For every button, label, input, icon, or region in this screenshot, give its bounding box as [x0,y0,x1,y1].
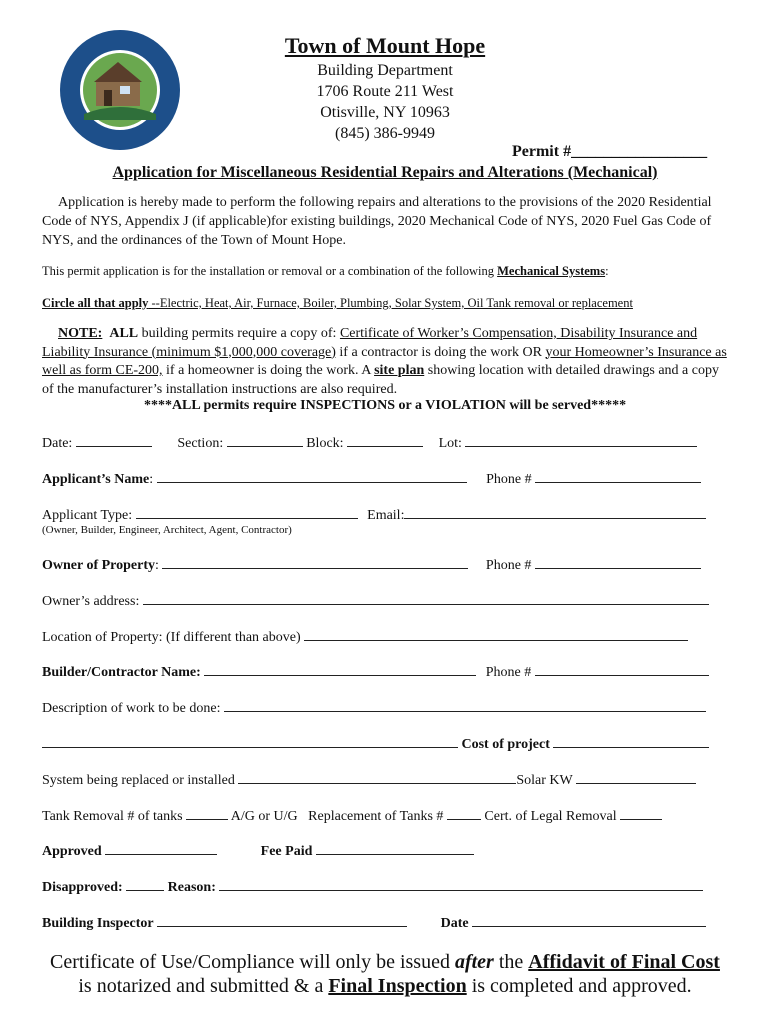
department-name: Building Department [317,62,453,79]
inspections-warning: ****ALL permits require INSPECTIONS or a VIOLATION will be served***** [143,398,627,413]
reason-field[interactable] [219,878,703,891]
cost-label: Cost of project [461,737,550,752]
inspector-row [42,914,732,932]
replacement-label: Replacement of Tanks # [308,809,444,824]
disapproved-row [42,878,732,896]
tank-removal-label: Tank Removal # of tanks [42,809,183,824]
replacement-field[interactable] [447,807,481,820]
builder-label: Builder/Contractor Name: [42,665,201,680]
note-label: NOTE: [58,326,103,341]
applicant-name-row: Applicant’s Name: Phone # [42,470,732,488]
inspector-label: Building Inspector [42,916,154,931]
section-field[interactable] [227,434,303,447]
cert-legal-field[interactable] [620,807,662,820]
description-field-2[interactable] [42,735,458,748]
fee-paid-field[interactable] [316,842,474,855]
system-label: System being replaced or installed [42,773,235,788]
note-site-plan: site plan [374,363,425,378]
lot-field[interactable] [465,434,697,447]
solar-field[interactable] [576,771,696,784]
form-title: Application for Miscellaneous Residential Repairs and Alterations (Mechanical) [112,164,658,181]
applicant-phone-field[interactable] [535,470,701,483]
footer-text-a: Certificate of Use/Compliance will only be issued [50,951,455,973]
owner-phone-label: Phone # [485,558,532,573]
description-field[interactable] [224,699,706,712]
owner-field[interactable] [162,556,468,569]
approved-field[interactable] [105,842,217,855]
footer-text-d: is completed and approved. [466,975,692,997]
applicant-phone-label: Phone # [486,472,532,487]
scope-suffix: : [605,264,609,278]
section-label: Section: [177,436,224,451]
block-label: Block: [306,436,344,451]
lot-label: Lot: [438,436,462,451]
scope-prefix: This permit application is for the installation or removal or a combination of the following [42,264,498,278]
reason-label: Reason: [167,880,216,895]
parcel-row [42,434,732,452]
applicant-type-hint: (Owner, Builder, Engineer, Architect, Agent, Contractor) [42,524,292,536]
cost-field[interactable] [553,735,709,748]
footer-line-1 [0,950,770,974]
circle-all-line [42,294,732,313]
cert-legal-label: Cert. of Legal Removal [484,809,617,824]
system-field[interactable] [238,771,516,784]
town-seal-logo [58,28,182,152]
note-cert: Certificate of Worker’s Compensation, Disability Insurance and Liability Insurance (minimum $1,000,000 coverage) [42,326,698,360]
tank-count-field[interactable] [186,807,228,820]
town-title: Town of Mount Hope [284,33,486,58]
footer-after: after [454,951,494,973]
intro-paragraph: Application is hereby made to perform the following repairs and alterations to the provisions of the 2020 Residential Code of NYS, Appendix J (if applicable)for existing buildings, 2020 Mechanical Code of NYS, 2020 Fuel Gas Code of NYS, and the ordinances of the Town of Mount Hope. [42,195,712,248]
builder-phone-label: Phone # [485,665,532,680]
approved-row [42,842,732,860]
owner-address-label: Owner’s address: [42,594,140,609]
builder-field[interactable] [204,663,476,676]
approved-label: Approved [42,844,102,859]
applicant-type-label: Applicant Type: [42,508,133,523]
location-label: Location of Property: (If different than above) [42,630,301,645]
builder-row [42,663,732,681]
circle-items[interactable]: --Electric, Heat, Air, Furnace, Boiler, Plumbing, Solar System, Oil Tank removal or replacement [148,296,633,310]
circle-label: Circle all that apply [42,296,149,310]
owner-row: Owner of Property: Phone # [42,556,732,574]
date-field[interactable] [76,434,152,447]
applicant-type-row [42,506,732,524]
owner-label: Owner of Property [42,558,156,573]
solar-label: Solar KW [516,773,573,788]
inspector-date-field[interactable] [472,914,706,927]
tank-row [42,807,732,825]
phone-number: (845) 386-9949 [335,125,435,142]
email-field[interactable] [404,506,706,519]
description-row [42,699,732,717]
city-address: Otisville, NY 10963 [320,104,450,121]
note-homeowner: your Homeowner’s Insurance as well as form CE-200, [42,344,727,378]
street-address: 1706 Route 211 West [316,83,454,100]
note-text-3: if a homeowner is doing the work. A [162,363,375,378]
note-text-4: showing location with detailed drawings and a copy of the manufacturer’s installation instructions are also required. [42,363,719,397]
description-label: Description of work to be done: [42,701,221,716]
location-field[interactable] [304,628,688,641]
email-label: Email: [367,508,405,523]
footer-affidavit: Affidavit of Final Cost [528,951,720,973]
applicant-name-field[interactable] [157,470,467,483]
inspector-field[interactable] [157,914,407,927]
footer-text-c: is notarized and submitted & a [78,975,329,997]
ag-ug-label[interactable]: A/G or U/G [230,809,298,824]
builder-phone-field[interactable] [535,663,709,676]
date-label: Date: [42,436,73,451]
footer-line-2 [0,974,770,998]
cost-row [42,735,732,753]
owner-phone-field[interactable] [535,556,701,569]
footer-final-inspection: Final Inspection [328,975,467,997]
block-field[interactable] [347,434,423,447]
footer-text-b: the [493,951,529,973]
note-text-1: building permits require a copy of: [138,326,340,341]
location-row [42,628,732,646]
note-paragraph [42,325,732,399]
note-all: ALL [109,326,139,341]
disapproved-field[interactable] [126,878,164,891]
scope-statement [42,262,732,281]
note-text-2: if a contractor is doing the work OR [335,344,546,360]
applicant-type-field[interactable] [136,506,358,519]
system-row [42,771,732,789]
applicant-name-label: Applicant’s Name [42,472,150,487]
scope-emphasis: Mechanical Systems [497,264,606,278]
permit-number-field[interactable]: Permit #_________________ [512,143,708,160]
disapproved-label: Disapproved: [42,880,123,895]
fee-paid-label: Fee Paid [260,844,313,859]
owner-address-field[interactable] [143,592,709,605]
inspector-date-label: Date [440,916,469,931]
owner-address-row [42,592,732,610]
